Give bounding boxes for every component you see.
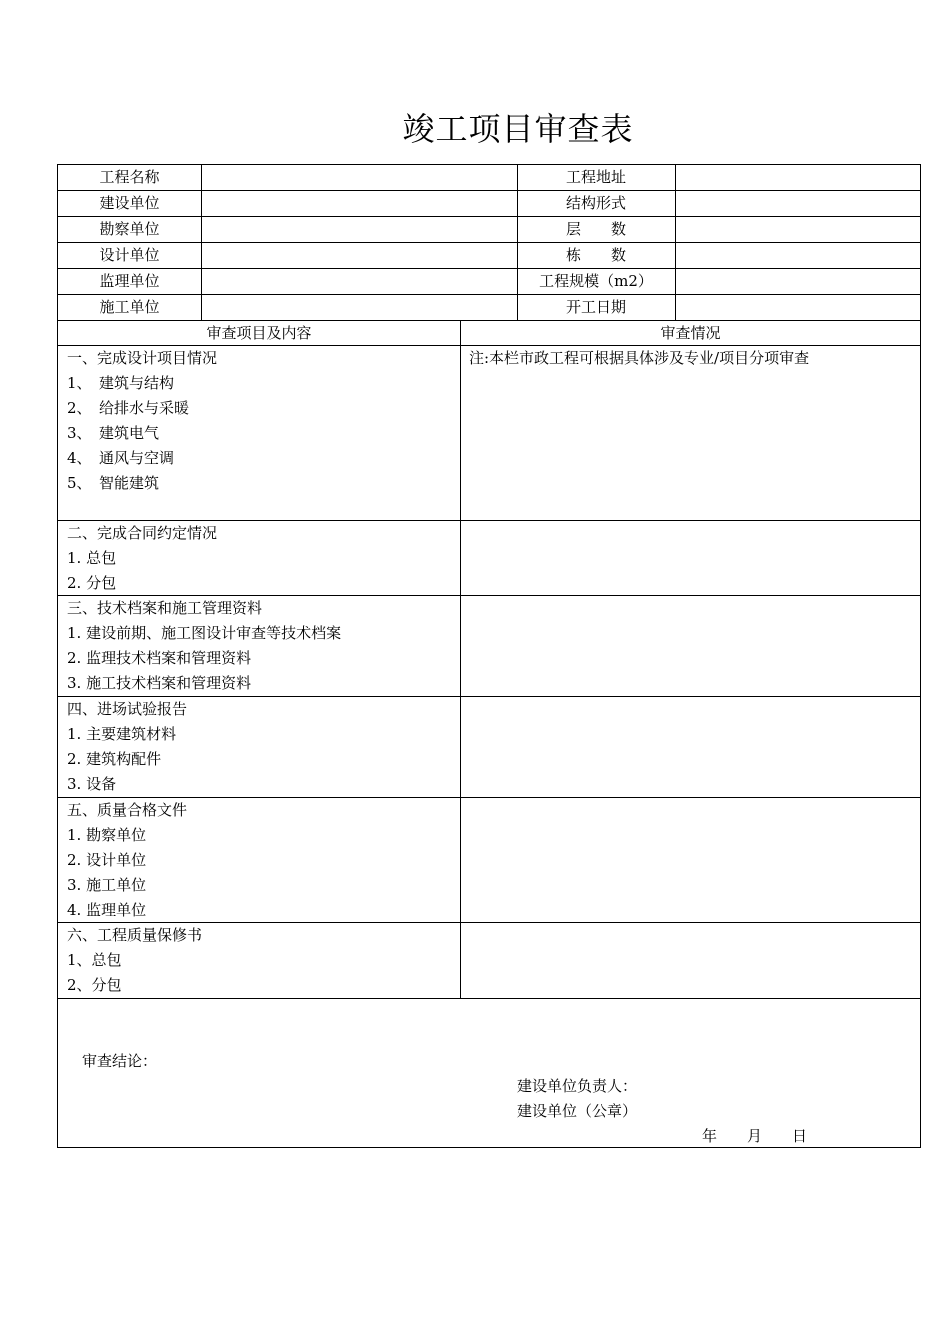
section-heading: 一、完成设计项目情况 bbox=[67, 349, 218, 367]
section-3-review-field[interactable] bbox=[461, 596, 920, 696]
structure-type-field[interactable] bbox=[676, 191, 920, 216]
list-item: 3. 施工技术档案和管理资料 bbox=[67, 674, 252, 692]
label-project-name: 工程名称 bbox=[99, 168, 160, 186]
label-project-address: 工程地址 bbox=[565, 168, 626, 186]
supervision-unit-field[interactable] bbox=[202, 269, 516, 294]
list-item: 3、 建筑电气 bbox=[67, 424, 160, 442]
list-item: 1. 建设前期、施工图设计审查等技术档案 bbox=[67, 624, 342, 642]
list-item: 1、总包 bbox=[67, 951, 122, 969]
review-status-header: 审查情况 bbox=[660, 324, 721, 342]
section-warranty bbox=[67, 923, 202, 998]
list-item: 2、分包 bbox=[67, 976, 122, 994]
label-buildings: 栋 数 bbox=[565, 246, 626, 264]
label-start-date: 开工日期 bbox=[565, 298, 626, 316]
section-heading: 六、工程质量保修书 bbox=[67, 926, 203, 944]
list-item: 2. 设计单位 bbox=[67, 851, 147, 869]
section-archives bbox=[67, 596, 341, 696]
buildings-field[interactable] bbox=[676, 243, 920, 268]
conclusion-label: 审查结论： bbox=[82, 1052, 158, 1070]
label-design-unit: 设计单位 bbox=[99, 246, 160, 264]
review-note: 注:本栏市政工程可根据具体涉及专业/项目分项审查 bbox=[469, 349, 810, 367]
page-title: 竣工项目审查表 bbox=[402, 110, 634, 148]
section-heading: 三、技术档案和施工管理资料 bbox=[67, 599, 263, 617]
section-design-items bbox=[67, 346, 217, 496]
project-scale-field[interactable] bbox=[676, 269, 920, 294]
section-4-review-field[interactable] bbox=[461, 697, 920, 797]
project-address-field[interactable] bbox=[676, 165, 920, 190]
section-5-review-field[interactable] bbox=[461, 798, 920, 922]
start-date-field[interactable] bbox=[676, 295, 920, 320]
list-item: 5、 智能建筑 bbox=[67, 474, 160, 492]
label-construction-unit: 建设单位 bbox=[99, 194, 160, 212]
date-label: 年 月 日 bbox=[702, 1127, 808, 1145]
project-name-field[interactable] bbox=[202, 165, 516, 190]
section-test-reports bbox=[67, 697, 187, 797]
section-6-review-field[interactable] bbox=[461, 923, 920, 998]
label-structure-type: 结构形式 bbox=[565, 194, 626, 212]
label-survey-unit: 勘察单位 bbox=[99, 220, 160, 238]
construction-unit-field[interactable] bbox=[202, 191, 516, 216]
section-contract bbox=[67, 521, 217, 596]
design-unit-field[interactable] bbox=[202, 243, 516, 268]
list-item: 4、 通风与空调 bbox=[67, 449, 175, 467]
list-item: 3. 设备 bbox=[67, 775, 117, 793]
builder-unit-field[interactable] bbox=[202, 295, 516, 320]
review-items-header: 审查项目及内容 bbox=[206, 324, 312, 342]
label-project-scale: 工程规模（m2） bbox=[539, 272, 653, 290]
section-quality-docs bbox=[67, 798, 187, 923]
list-item: 3. 施工单位 bbox=[67, 876, 147, 894]
seal-label: 建设单位（公章） bbox=[517, 1102, 638, 1120]
label-supervision-unit: 监理单位 bbox=[99, 272, 160, 290]
list-item: 4. 监理单位 bbox=[67, 901, 147, 919]
list-item: 2. 建筑构配件 bbox=[67, 750, 162, 768]
floors-field[interactable] bbox=[676, 217, 920, 242]
section-heading: 二、完成合同约定情况 bbox=[67, 524, 218, 542]
section-1-review-field[interactable] bbox=[461, 370, 920, 520]
responsible-person-label: 建设单位负责人： bbox=[517, 1077, 638, 1095]
survey-unit-field[interactable] bbox=[202, 217, 516, 242]
list-item: 1、 建筑与结构 bbox=[67, 374, 175, 392]
list-item: 2. 分包 bbox=[67, 574, 117, 592]
list-item: 2、 给排水与采暖 bbox=[67, 399, 190, 417]
section-heading: 四、进场试验报告 bbox=[67, 700, 188, 718]
list-item: 1. 总包 bbox=[67, 549, 117, 567]
label-floors: 层 数 bbox=[565, 220, 626, 238]
list-item: 2. 监理技术档案和管理资料 bbox=[67, 649, 252, 667]
review-form bbox=[57, 164, 921, 1148]
list-item: 1. 勘察单位 bbox=[67, 826, 147, 844]
label-builder-unit: 施工单位 bbox=[99, 298, 160, 316]
section-heading: 五、质量合格文件 bbox=[67, 801, 188, 819]
list-item: 1. 主要建筑材料 bbox=[67, 725, 177, 743]
section-2-review-field[interactable] bbox=[461, 521, 920, 595]
